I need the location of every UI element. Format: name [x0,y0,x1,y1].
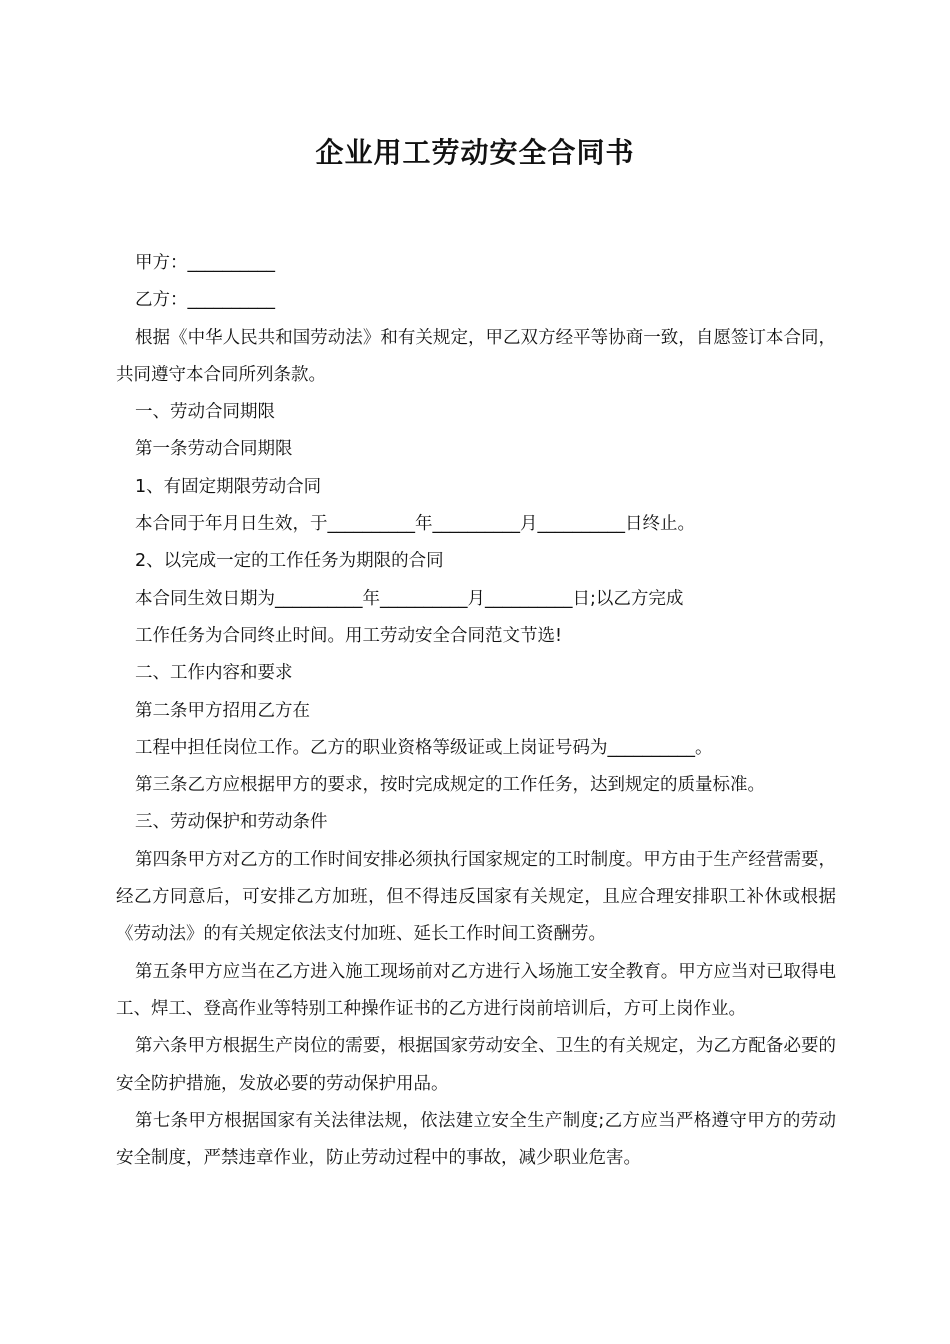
section-heading: 三、劳动保护和劳动条件 [135,812,328,833]
article-paragraph: 第四条甲方对乙方的工作时间安排必须执行国家规定的工时制度。甲方由于生产经营需要，经乙方同意后，可安排乙方加班，但不得违反国家有关规定，且应合理安排职工补休或根据《劳动法》的有关规定依法支付加班、延长工作时间工资酬劳。 [116,849,836,945]
party-a-line: 甲方：__________ [135,253,275,273]
article-paragraph: 第二条甲方招用乙方在 [135,700,310,721]
preamble-paragraph: 根据《中华人民共和国劳动法》和有关规定，甲乙双方经平等协商一致，自愿签订本合同，共同遵守本合同所列条款。 [116,327,836,385]
article-paragraph: 第五条甲方应当在乙方进入施工现场前对乙方进行入场施工安全教育。甲方应当对已取得电工、焊工、登高作业等特别工种操作证书的乙方进行岗前培训后，方可上岗作业。 [116,961,836,1019]
document-title: 企业用工劳动安全合同书 [315,136,635,169]
article-paragraph: 工程中担任岗位工作。乙方的职业资格等级证或上岗证号码为__________。 [135,737,713,758]
article-paragraph: 第七条甲方根据国家有关法律法规，依法建立安全生产制度;乙方应当严格遵守甲方的劳动安全制度，严禁违章作业，防止劳动过程中的事故，减少职业危害。 [116,1110,836,1169]
clause-paragraph: 本合同于年月日生效，于__________年__________月__________日终止。 [135,514,695,535]
clause-paragraph: 2、以完成一定的工作任务为期限的合同 [135,551,444,572]
document-body [116,245,836,1177]
section-heading: 二、工作内容和要求 [135,663,293,684]
article-paragraph: 第六条甲方根据生产岗位的需要，根据国家劳动安全、卫生的有关规定，为乙方配备必要的安全防护措施，发放必要的劳动保护用品。 [116,1036,836,1094]
clause-paragraph: 本合同生效日期为__________年__________月__________日;以乙方完成 [135,588,684,609]
clause-paragraph: 1、有固定期限劳动合同 [135,476,322,497]
section-heading: 一、劳动合同期限 [135,402,275,423]
article-paragraph: 第一条劳动合同期限 [135,439,293,460]
article-paragraph: 第三条乙方应根据甲方的要求，按时完成规定的工作任务，达到规定的质量标准。 [135,775,765,796]
clause-paragraph: 工作任务为合同终止时间。用工劳动安全合同范文节选! [135,625,563,646]
party-b-line: 乙方：__________ [135,290,275,311]
